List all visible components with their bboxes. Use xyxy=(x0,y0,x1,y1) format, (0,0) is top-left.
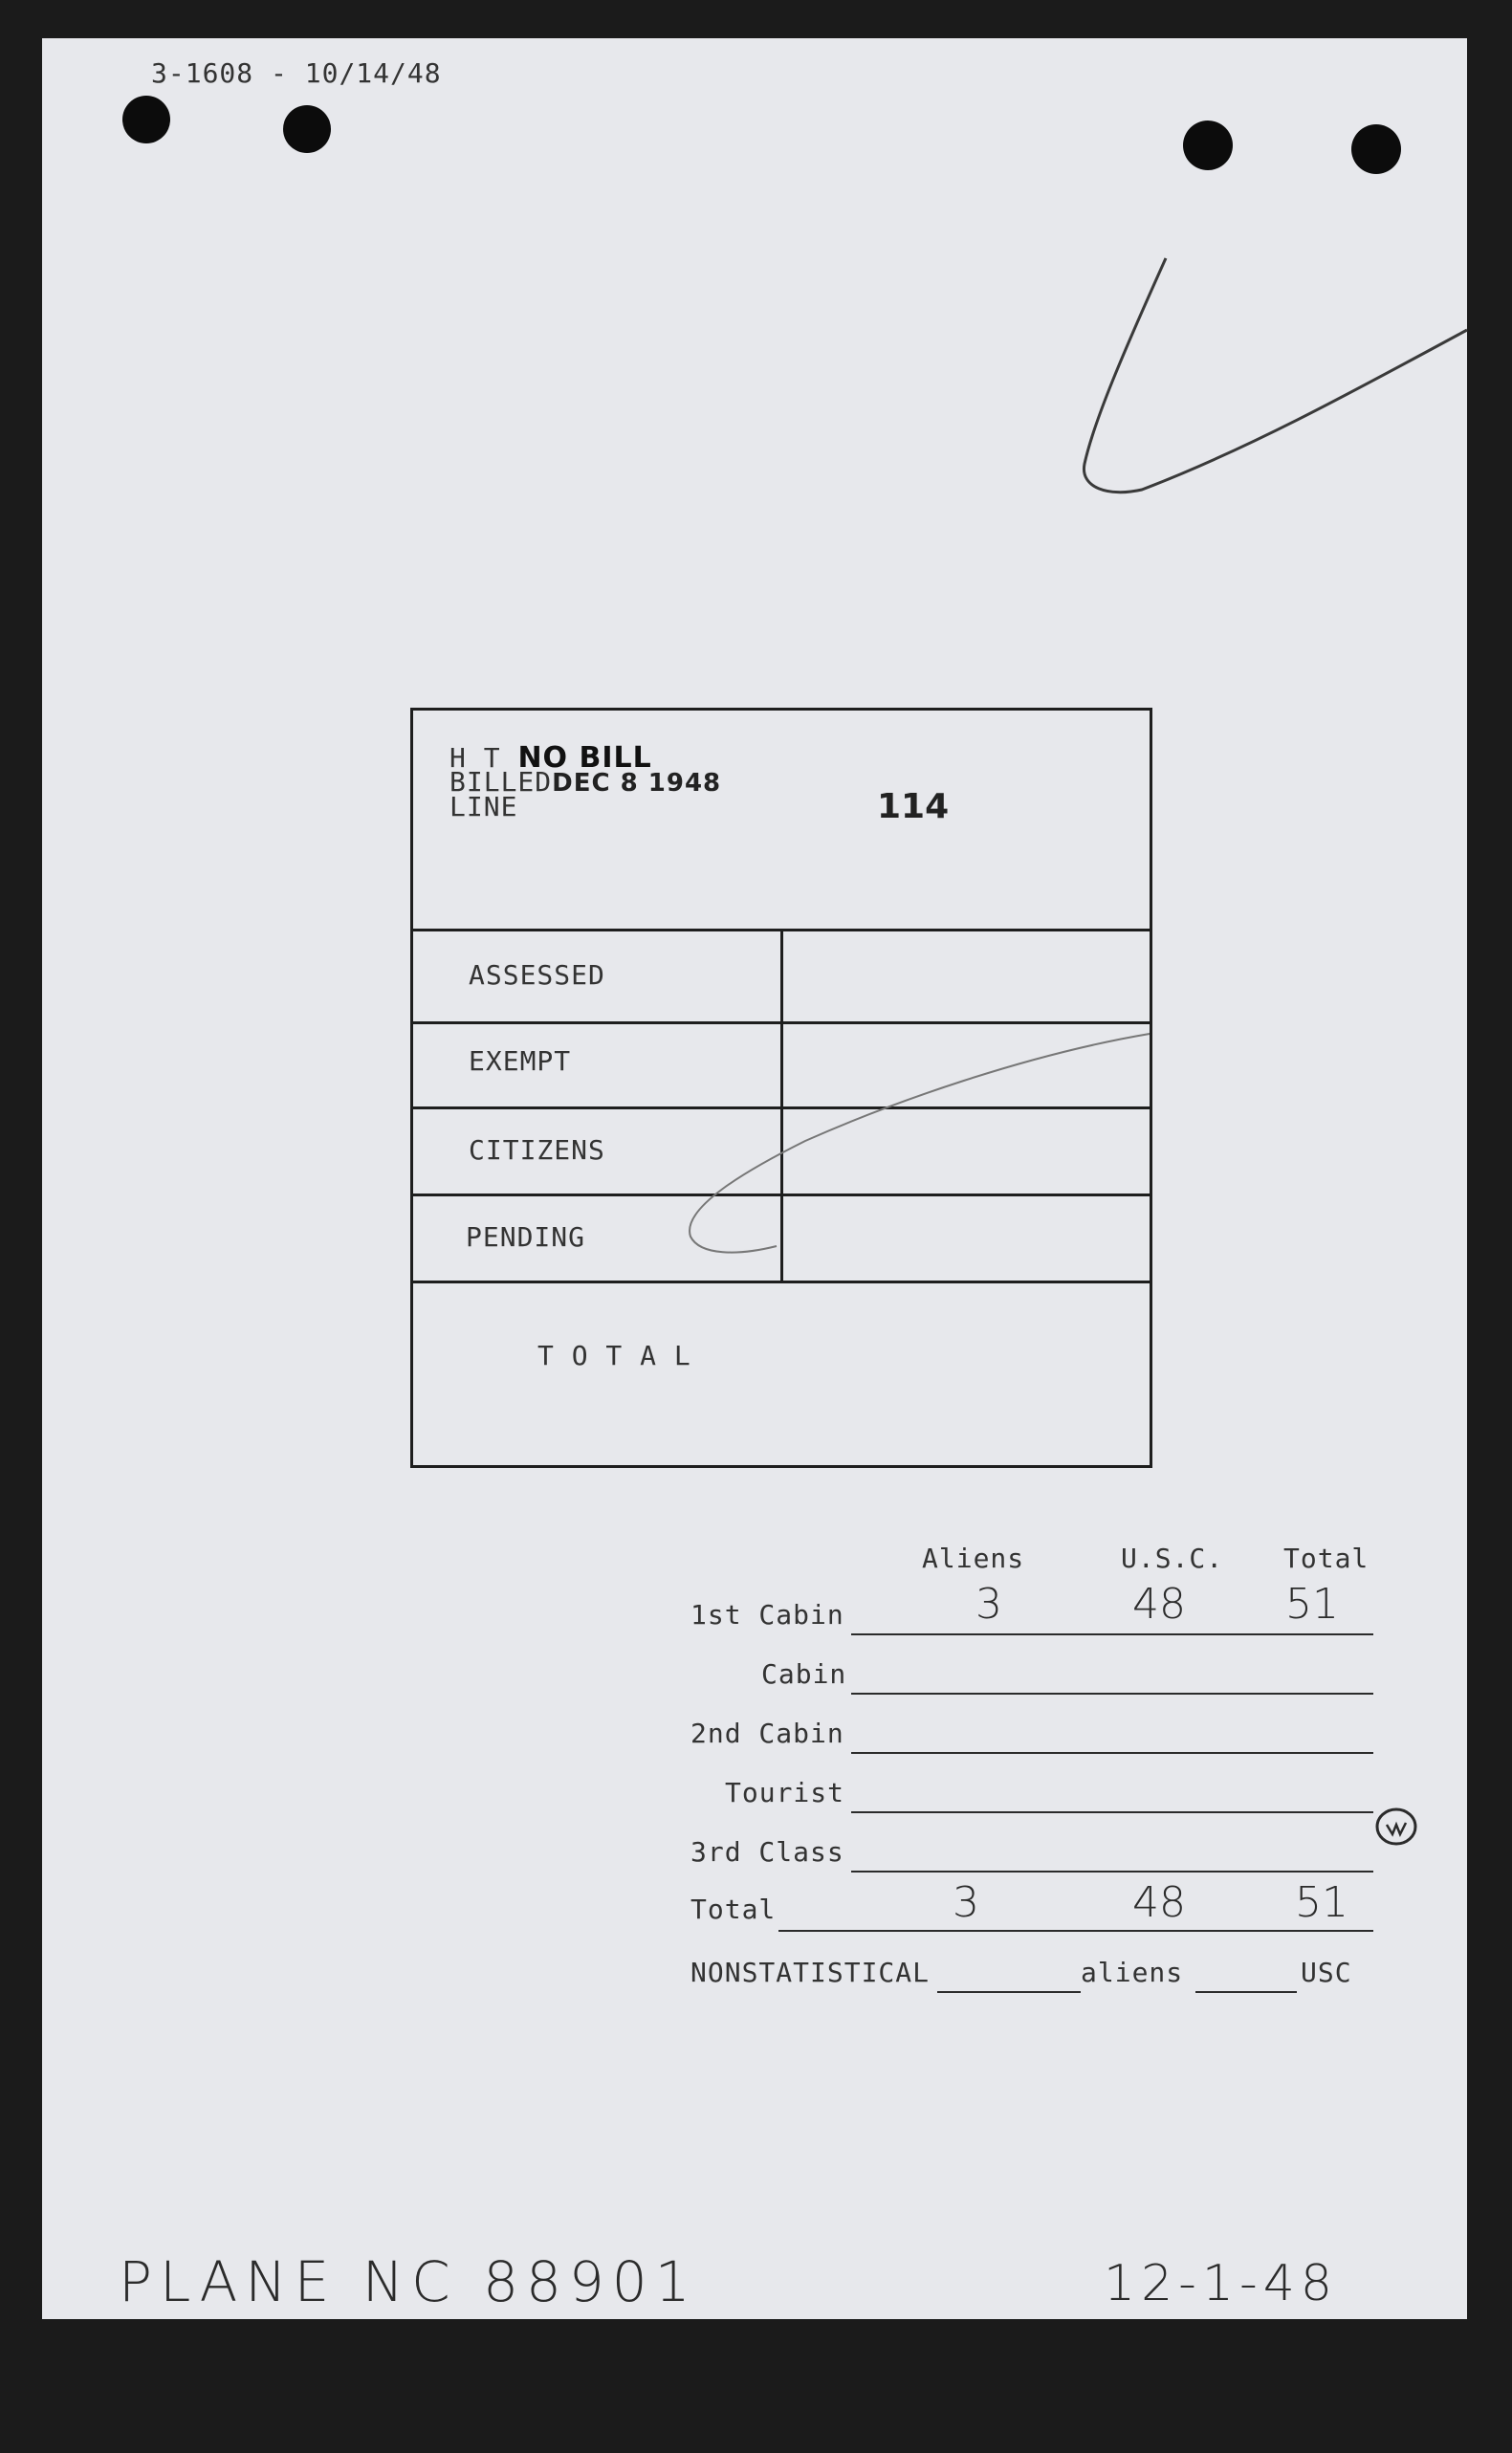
underline xyxy=(937,1991,1081,1993)
punch-hole xyxy=(1351,124,1401,174)
first-cabin-usc: 48 xyxy=(1132,1580,1186,1629)
billing-box xyxy=(410,708,1152,1468)
row-label-1st-cabin: 1st Cabin xyxy=(690,1599,844,1631)
punch-hole xyxy=(122,96,170,143)
header-usc: U.S.C. xyxy=(1121,1543,1224,1574)
pen-stroke-icon xyxy=(662,1026,1159,1265)
billed-label: BILLED xyxy=(449,766,553,798)
document-page xyxy=(42,38,1467,2319)
first-cabin-total: 51 xyxy=(1285,1580,1339,1629)
exempt-label: EXEMPT xyxy=(469,1045,572,1077)
underline xyxy=(851,1633,1373,1635)
row-label-total: Total xyxy=(690,1894,777,1925)
form-date: 10/14/48 xyxy=(304,57,442,89)
row-label-cabin: Cabin xyxy=(761,1658,847,1690)
underline xyxy=(851,1871,1373,1873)
ht-label: H T xyxy=(449,742,501,774)
form-number-code: 3-1608 xyxy=(151,57,254,89)
nonstat-aliens-label: aliens xyxy=(1081,1957,1184,1988)
pending-label: PENDING xyxy=(466,1221,586,1253)
first-cabin-aliens: 3 xyxy=(975,1580,1002,1629)
pen-mark-icon xyxy=(1037,210,1477,536)
underline xyxy=(851,1811,1373,1813)
total-usc: 48 xyxy=(1132,1878,1186,1927)
assessed-label: ASSESSED xyxy=(469,959,605,991)
citizens-label: CITIZENS xyxy=(469,1134,605,1166)
total-total: 51 xyxy=(1295,1878,1348,1927)
header-aliens: Aliens xyxy=(922,1543,1025,1574)
date-stamp: DEC 8 1948 xyxy=(552,769,722,798)
row-label-2nd-cabin: 2nd Cabin xyxy=(690,1718,844,1749)
stamped-number: 114 xyxy=(877,787,950,826)
underline xyxy=(851,1752,1373,1754)
punch-hole xyxy=(283,105,331,153)
no-bill-stamp: NO BILL xyxy=(517,741,652,775)
underline xyxy=(851,1693,1373,1695)
total-aliens: 3 xyxy=(953,1878,979,1927)
box-total-label: T O T A L xyxy=(537,1340,691,1371)
underline xyxy=(778,1930,1373,1932)
initials-mark-icon xyxy=(1370,1798,1427,1855)
nonstat-usc-label: USC xyxy=(1301,1957,1352,1988)
footer-date: 12-1-48 xyxy=(1104,2255,1338,2312)
row-label-3rd-class: 3rd Class xyxy=(690,1836,844,1868)
header-total: Total xyxy=(1283,1543,1370,1574)
punch-hole xyxy=(1183,120,1233,170)
plane-number: PLANE NC 88901 xyxy=(119,2249,698,2314)
underline xyxy=(1195,1991,1297,1993)
form-number: 3-1608 - 10/14/48 xyxy=(151,57,442,89)
row-label-tourist: Tourist xyxy=(725,1777,845,1808)
nonstat-label: NONSTATISTICAL xyxy=(690,1957,931,1988)
line-label: LINE xyxy=(449,791,518,822)
